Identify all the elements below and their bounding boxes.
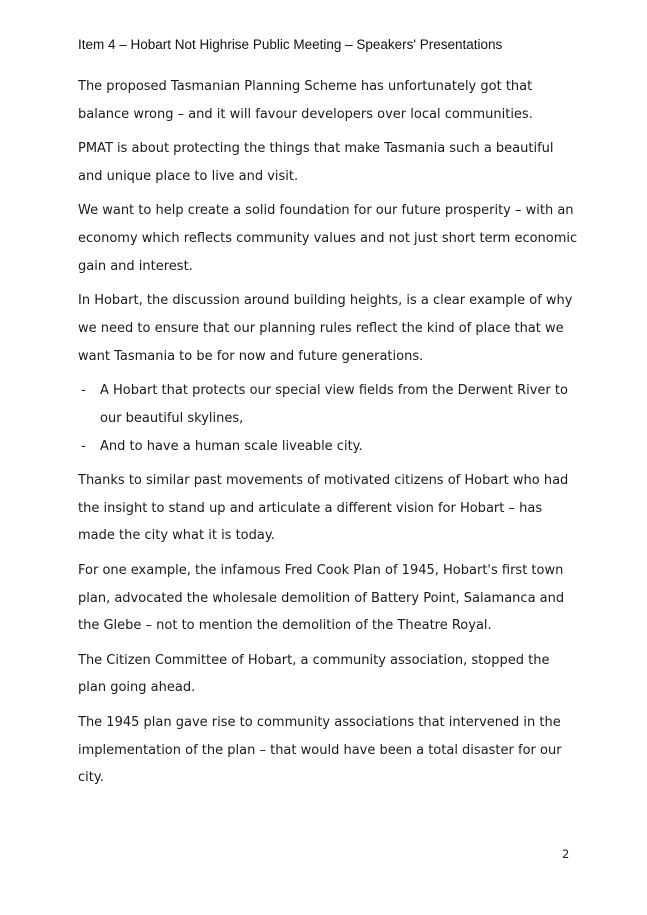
bullet-list [78,377,578,460]
paragraph-pmat: PMAT is about protecting the things that make Tasmania such a beautiful and unique place to live and visit. [78,141,554,184]
bullet-dash: - [81,382,86,398]
page-number: 2 [562,847,570,861]
paragraph-past-movements: Thanks to similar past movements of motivated citizens of Hobart who had the insight to stand up and articulate a different vision for Hobart – has made the city what it is today. [78,472,569,544]
bullet-dash: - [81,438,86,454]
list-item [78,433,578,461]
page-header: Item 4 – Hobart Not Highrise Public Meeting – Speakers' Presentations [78,37,503,52]
paragraph-citizen-committee: The Citizen Committee of Hobart, a community association, stopped the plan going ahead. [78,652,550,696]
list-item [78,377,578,433]
list-item-text: And to have a human scale liveable city. [100,438,363,454]
paragraph-1945-plan: The 1945 plan gave rise to community associations that intervened in the implementation of the plan – that would have been a total disaster for our city. [78,714,562,786]
paragraph-building-heights: In Hobart, the discussion around building heights, is a clear example of why we need to ensure that our planning rules reflect the kind of place that we want Tasmania to be for now and future generations. [78,293,573,364]
document-body [78,73,578,799]
list-item-text: A Hobart that protects our special view fields from the Derwent River to our beautiful skylines, [100,382,568,426]
paragraph-foundation: We want to help create a solid foundation for our future prosperity – with an economy which reflects community values and not just short term economic gain and interest. [78,203,578,274]
paragraph-fred-cook-plan: For one example, the infamous Fred Cook Plan of 1945, Hobart's first town plan, advocated the wholesale demolition of Battery Point, Salamanca and the Glebe – not to mention the demolition of the Theatre Royal. [78,562,565,634]
paragraph-balance: The proposed Tasmanian Planning Scheme has unfortunately got that balance wrong – and it will favour developers over local communities. [78,79,533,122]
